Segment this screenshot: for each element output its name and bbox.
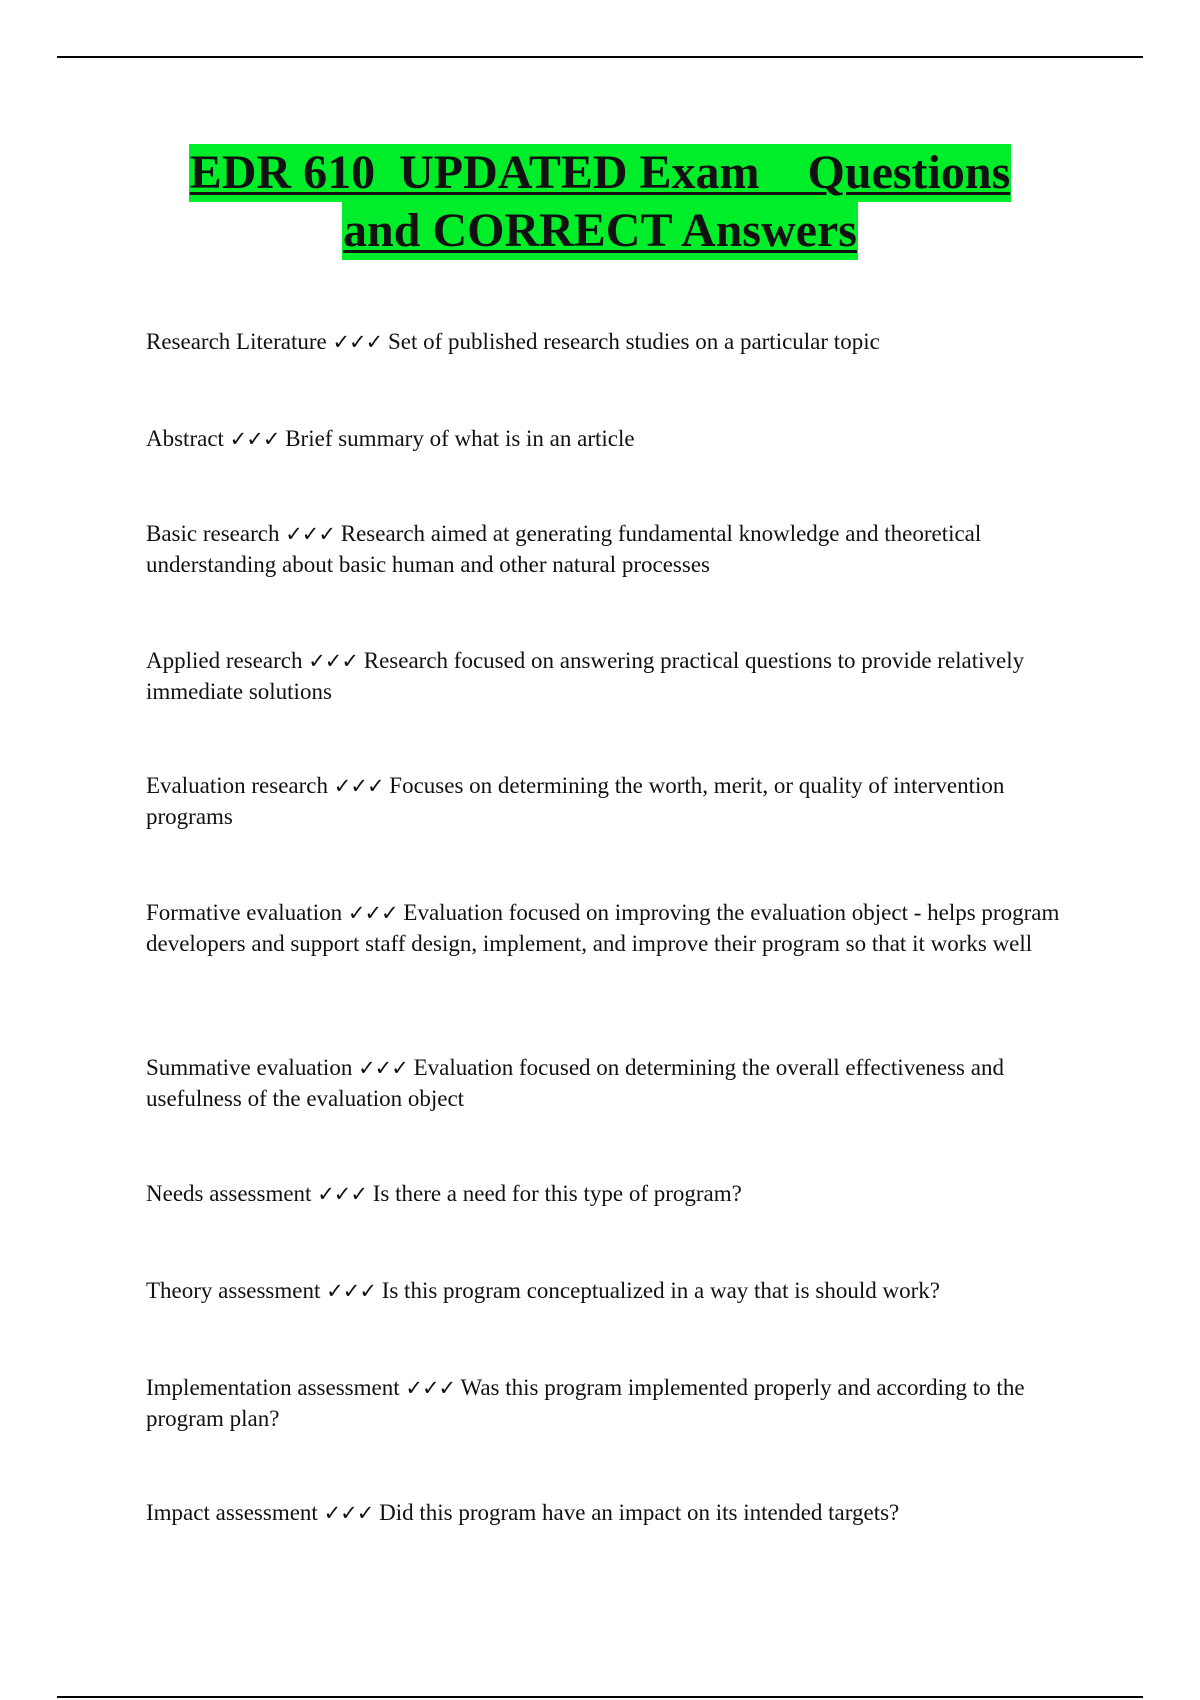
- entry-term: Impact assessment: [146, 1500, 318, 1525]
- qa-entry: [146, 1373, 1066, 1434]
- check-icon: ✓✓✓: [229, 427, 280, 451]
- qa-entry: [146, 1053, 1066, 1114]
- entry-term: Research Literature: [146, 329, 327, 354]
- entry-term: Abstract: [146, 426, 224, 451]
- check-icon: ✓✓✓: [317, 1182, 367, 1206]
- entry-term: Evaluation research: [146, 773, 328, 798]
- entry-definition: Did this program have an impact on its intended targets?: [379, 1500, 900, 1525]
- qa-entry: [146, 771, 1066, 832]
- title-line-1: EDR 610 UPDATED Exam Questions: [189, 144, 1012, 202]
- entry-definition: Evaluation focused on determining the overall effectiveness and usefulness of the evaluation object: [146, 1055, 1004, 1111]
- title-line-2: and CORRECT Answers: [342, 202, 858, 260]
- check-icon: ✓✓✓: [308, 649, 358, 673]
- check-icon: ✓✓✓: [333, 774, 384, 798]
- entry-definition: Is there a need for this type of program?: [372, 1181, 742, 1206]
- entry-definition: Research aimed at generating fundamental knowledge and theoretical understanding about basic human and other natural processes: [146, 521, 982, 577]
- entry-term: Applied research: [146, 648, 303, 673]
- qa-entry: [146, 1179, 1066, 1210]
- bottom-rule: [57, 1696, 1143, 1698]
- entry-term: Summative evaluation: [146, 1055, 353, 1080]
- entry-definition: Focuses on determining the worth, merit, or quality of intervention programs: [146, 773, 1005, 829]
- qa-entry: [146, 424, 1066, 455]
- check-icon: ✓✓✓: [358, 1056, 408, 1080]
- entry-definition: Research focused on answering practical questions to provide relatively immediate solutions: [146, 648, 1025, 704]
- check-icon: ✓✓✓: [347, 901, 398, 925]
- entry-definition: Evaluation focused on improving the evaluation object - helps program developers and support staff design, implement, and improve their program so that it works well: [146, 900, 1060, 956]
- qa-entry: [146, 519, 1066, 580]
- qa-entry: [146, 646, 1066, 707]
- document-title: [0, 144, 1200, 260]
- entry-term: Theory assessment: [146, 1278, 321, 1303]
- qa-entry: [146, 1498, 1066, 1529]
- check-icon: ✓✓✓: [323, 1501, 374, 1525]
- entry-definition: Is this program conceptualized in a way that is should work?: [381, 1278, 940, 1303]
- entry-definition: Brief summary of what is in an article: [285, 426, 635, 451]
- entry-term: Formative evaluation: [146, 900, 343, 925]
- entry-definition: Set of published research studies on a particular topic: [388, 329, 880, 354]
- qa-entry: [146, 898, 1066, 959]
- top-rule: [57, 56, 1143, 58]
- check-icon: ✓✓✓: [285, 522, 335, 546]
- qa-entry: [146, 1276, 1066, 1307]
- check-icon: ✓✓✓: [326, 1279, 376, 1303]
- check-icon: ✓✓✓: [405, 1376, 456, 1400]
- entry-term: Needs assessment: [146, 1181, 312, 1206]
- qa-entry: [146, 327, 1066, 358]
- entry-term: Implementation assessment: [146, 1375, 400, 1400]
- entry-term: Basic research: [146, 521, 280, 546]
- entry-definition: Was this program implemented properly and according to the program plan?: [146, 1375, 1025, 1431]
- check-icon: ✓✓✓: [332, 330, 383, 354]
